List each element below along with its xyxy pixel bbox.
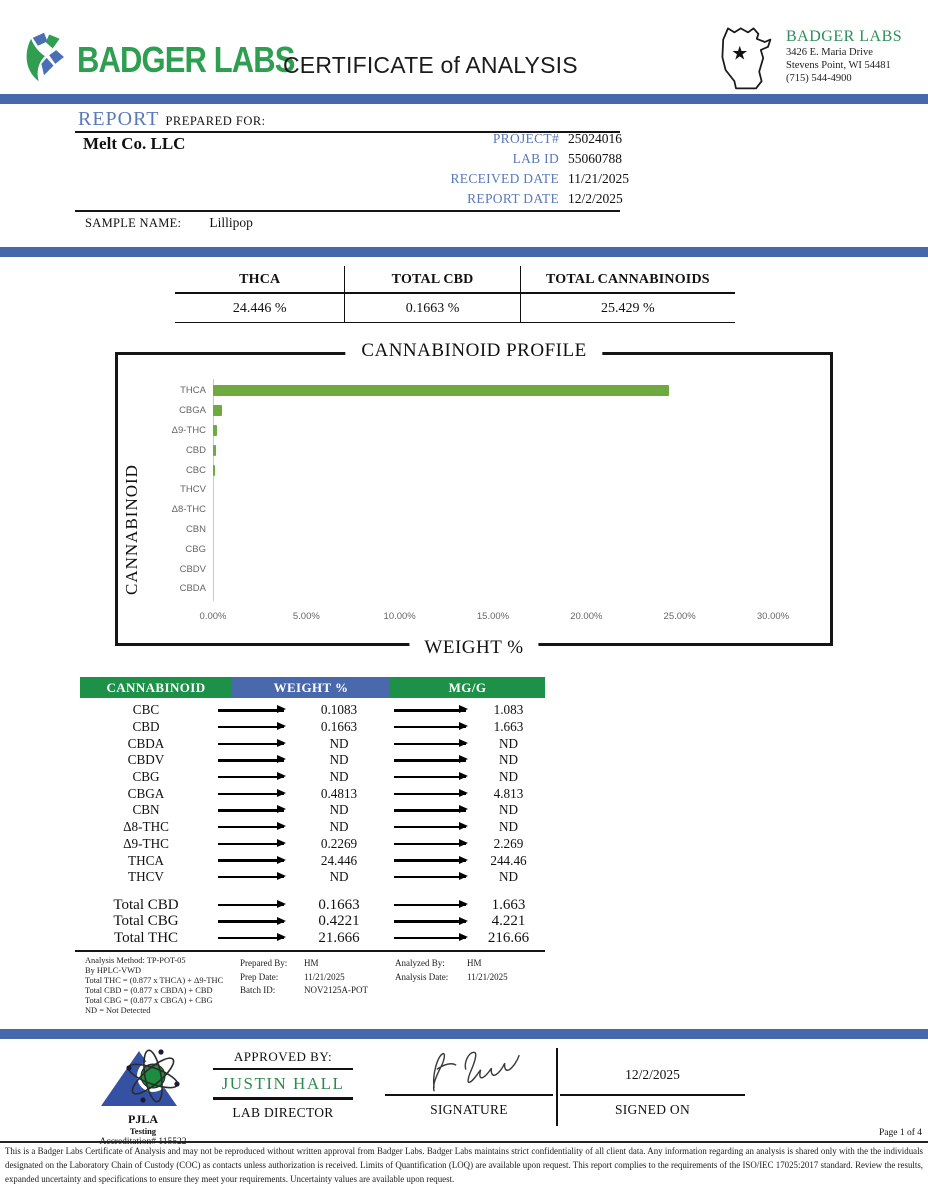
chart-bar-row xyxy=(118,559,830,579)
chart-bar-track xyxy=(213,520,773,540)
row-cannabinoid-name: CBDA xyxy=(127,735,165,751)
chart-bar-track xyxy=(213,401,773,421)
chart-title: CANNABINOID PROFILE xyxy=(345,340,602,362)
signed-on-block xyxy=(560,1044,745,1118)
row-mgg-value: ND xyxy=(498,819,519,835)
row-cannabinoid-name: CBN xyxy=(132,802,160,818)
signed-date: 12/2/2025 xyxy=(625,1067,680,1082)
chart-bar xyxy=(213,445,216,456)
signature-divider xyxy=(556,1048,558,1126)
right-arrow-icon xyxy=(394,843,466,845)
method-note-label: Analysis Date: xyxy=(395,971,449,982)
results-header-cannabinoid: CANNABINOID xyxy=(80,677,232,698)
row-mgg-value: 244.46 xyxy=(490,852,527,868)
right-arrow-icon xyxy=(218,920,284,922)
chart-category-label: CBG xyxy=(185,543,206,555)
chart-x-tick: 10.00% xyxy=(383,611,416,622)
rule-under-results xyxy=(75,950,545,952)
right-arrow-icon xyxy=(394,726,466,728)
right-arrow-icon xyxy=(394,776,466,778)
disclaimer-text: This is a Badger Labs Certificate of Analysis and may not be reproduced without written approval from Badger Labs. Badger Labs maintains strict confidentiality of all client data. Any information regarding an analysis is shared only with the the individuals designated on the Laboratory Chain of Custody (COC) as contacts unless authorization is received. Limits of Quantification (LOQ) are available upon request. This report complies to the requirements of the ISO/IEC 17025:2017 standard. Review the results, expanded uncertainty and specifications to ensure they meet your requirements. Uncertainty values are available upon request. xyxy=(5,1146,923,1184)
rule-above-sample xyxy=(75,210,620,212)
table-row xyxy=(80,930,545,947)
right-arrow-icon xyxy=(218,904,284,906)
row-cannabinoid-name: THCV xyxy=(128,869,164,885)
row-mgg-value: 1.663 xyxy=(491,896,526,913)
method-note-line: By HPLC-VWD xyxy=(85,965,142,975)
row-weight-value: ND xyxy=(329,869,349,885)
chart-category-label: CBDA xyxy=(179,583,206,595)
report-field-label: RECEIVED DATE xyxy=(450,171,559,186)
approved-by-block xyxy=(213,1049,353,1121)
method-note-pair xyxy=(240,957,400,971)
sample-name-value: Lillipop xyxy=(209,215,253,230)
summary-value-thca: 24.446 % xyxy=(232,301,287,316)
arrow-cell xyxy=(388,752,472,769)
row-cannabinoid-name: Δ8-THC xyxy=(123,819,169,835)
method-note-label: Prepared By: xyxy=(240,958,288,968)
row-cannabinoid-name: CBDV xyxy=(127,752,165,768)
right-arrow-icon xyxy=(218,759,284,761)
chart-category-label: THCV xyxy=(180,484,206,496)
method-note-label: Prep Date: xyxy=(240,971,279,982)
approver-title: LAB DIRECTOR xyxy=(232,1104,334,1120)
right-arrow-icon xyxy=(394,743,466,745)
pjla-name: PJLA xyxy=(128,1112,158,1126)
method-note-pair xyxy=(240,971,400,985)
results-rows xyxy=(80,702,545,886)
right-arrow-icon xyxy=(218,709,284,711)
pjla-sub: Testing xyxy=(129,1126,157,1136)
row-cannabinoid-name: Total CBD xyxy=(113,896,179,913)
signature-rule xyxy=(385,1094,553,1096)
lab-address-line2: Stevens Point, WI 54481 xyxy=(786,60,891,71)
row-weight-value: ND xyxy=(329,752,349,768)
method-note-label: Analyzed By: xyxy=(395,958,445,968)
arrow-cell xyxy=(388,913,472,930)
row-mgg-value: ND xyxy=(498,802,519,818)
table-row xyxy=(80,735,545,752)
pjla-logo-icon xyxy=(91,1095,195,1112)
right-arrow-icon xyxy=(218,859,284,861)
table-row xyxy=(80,785,545,802)
table-row xyxy=(80,852,545,869)
summary-header-total-cbd: TOTAL CBD xyxy=(345,266,519,294)
right-arrow-icon xyxy=(218,793,284,795)
arrow-cell xyxy=(388,802,472,819)
chart-x-tick: 15.00% xyxy=(476,611,510,622)
row-weight-value: ND xyxy=(329,802,349,818)
arrow-cell xyxy=(212,913,290,930)
method-note-line: ND = Not Detected xyxy=(85,1005,151,1015)
right-arrow-icon xyxy=(394,859,466,861)
chart-bar-row xyxy=(118,421,830,441)
chart-bar xyxy=(213,465,215,476)
chart-bar-track xyxy=(213,579,773,599)
row-mgg-value: ND xyxy=(498,752,519,768)
chart-x-axis-label: WEIGHT % xyxy=(409,637,538,659)
arrow-cell xyxy=(388,836,472,853)
row-cannabinoid-name: CBG xyxy=(132,769,160,785)
row-weight-value: 21.666 xyxy=(318,929,360,946)
row-mgg-value: 1.083 xyxy=(493,702,524,718)
row-mgg-value: 2.269 xyxy=(493,835,524,851)
right-arrow-icon xyxy=(394,709,466,711)
divider-bar-top xyxy=(0,94,928,104)
report-field-label: LAB ID xyxy=(512,151,559,166)
chart-bar-row xyxy=(118,460,830,480)
row-mgg-value: 1.663 xyxy=(493,719,524,735)
right-arrow-icon xyxy=(394,920,466,922)
chart-category-label: Δ9-THC xyxy=(171,424,206,436)
arrow-cell xyxy=(212,785,290,802)
chart-bar-track xyxy=(213,500,773,520)
summary-header-total-cannabinoids: TOTAL CANNABINOIDS xyxy=(521,266,735,294)
lab-name: BADGER LABS xyxy=(786,28,903,45)
chart-bar-track xyxy=(213,460,773,480)
row-weight-value: 0.1663 xyxy=(318,896,360,913)
right-arrow-icon xyxy=(394,937,466,939)
right-arrow-icon xyxy=(394,793,466,795)
arrow-cell xyxy=(212,735,290,752)
brand-name: BADGER LABS xyxy=(77,38,295,80)
table-row xyxy=(80,719,545,736)
right-arrow-icon xyxy=(218,726,284,728)
chart-bar-track xyxy=(213,421,773,441)
method-note-value: 11/21/2025 xyxy=(304,971,345,982)
row-mgg-value: 216.66 xyxy=(487,929,530,946)
chart-bar-track xyxy=(213,480,773,500)
chart-x-tick: 30.00% xyxy=(756,611,790,622)
badger-leaf-icon xyxy=(18,30,70,89)
method-note-pair xyxy=(240,984,400,998)
row-mgg-value: ND xyxy=(498,735,519,751)
report-field-label: REPORT DATE xyxy=(467,191,559,206)
arrow-cell xyxy=(212,836,290,853)
arrow-cell xyxy=(388,819,472,836)
table-row xyxy=(80,836,545,853)
arrow-cell xyxy=(388,869,472,886)
results-totals xyxy=(80,897,545,947)
row-weight-value: ND xyxy=(329,819,349,835)
chart-x-tick: 0.00% xyxy=(199,611,227,622)
chart-category-label: THCA xyxy=(180,385,206,397)
table-row xyxy=(80,752,545,769)
chart-bar-row xyxy=(118,520,830,540)
table-row xyxy=(80,819,545,836)
row-weight-value: 0.4221 xyxy=(318,913,360,930)
page-title: CERTIFICATE of ANALYSIS xyxy=(283,52,578,78)
report-word: REPORT xyxy=(78,108,160,130)
sample-row xyxy=(85,215,253,231)
summary-value-total-cbd: 0.1663 % xyxy=(405,301,460,316)
lab-address-line1: 3426 E. Maria Drive xyxy=(786,47,873,58)
chart-category-label: CBDV xyxy=(179,563,206,575)
chart-x-tick: 25.00% xyxy=(663,611,696,622)
method-note-value: NOV2125A-POT xyxy=(304,985,368,995)
footer-rule xyxy=(0,1141,928,1143)
row-cannabinoid-name: CBGA xyxy=(127,785,165,801)
chart-bar-row xyxy=(118,401,830,421)
signature-label: SIGNATURE xyxy=(430,1102,508,1117)
row-mgg-value: 4.813 xyxy=(493,785,524,801)
chart-category-label: CBC xyxy=(185,464,206,476)
row-weight-value: 24.446 xyxy=(320,852,358,868)
signed-rule xyxy=(560,1094,745,1096)
arrow-cell xyxy=(388,785,472,802)
arrow-cell xyxy=(212,802,290,819)
right-arrow-icon xyxy=(218,937,284,939)
table-row xyxy=(80,913,545,930)
right-arrow-icon xyxy=(394,904,466,906)
row-weight-value: ND xyxy=(329,735,349,751)
right-arrow-icon xyxy=(218,843,284,845)
report-field xyxy=(420,189,640,209)
right-arrow-icon xyxy=(218,776,284,778)
chart-category-label: Δ8-THC xyxy=(171,504,206,516)
method-note-pair xyxy=(395,971,575,985)
chart-bar-track xyxy=(213,440,773,460)
method-note-label: Batch ID: xyxy=(240,985,276,995)
approved-rule-top xyxy=(213,1068,353,1070)
table-row xyxy=(80,769,545,786)
arrow-cell xyxy=(212,930,290,947)
arrow-cell xyxy=(388,897,472,914)
row-weight-value: 0.1663 xyxy=(320,719,358,735)
chart-bar-track xyxy=(213,559,773,579)
chart-bar-row xyxy=(118,440,830,460)
chart-bar-row xyxy=(118,381,830,401)
right-arrow-icon xyxy=(218,876,284,878)
summary-header-thca: THCA xyxy=(175,266,344,294)
report-section-heading xyxy=(78,108,266,131)
chart-x-tick: 20.00% xyxy=(570,611,603,622)
arrow-cell xyxy=(212,852,290,869)
approved-by-label: APPROVED BY: xyxy=(233,1049,333,1064)
arrow-cell xyxy=(388,769,472,786)
method-note-value: HM xyxy=(304,958,319,968)
row-mgg-value: ND xyxy=(498,869,519,885)
chart-y-axis-label: CANNABINOID xyxy=(122,464,141,595)
chart-bar xyxy=(213,405,222,416)
chart-bar xyxy=(213,425,217,436)
arrow-cell xyxy=(212,819,290,836)
lab-phone: (715) 544-4900 xyxy=(786,73,852,84)
right-arrow-icon xyxy=(394,759,466,761)
results-header-weight: WEIGHT % xyxy=(232,677,390,698)
right-arrow-icon xyxy=(394,809,466,811)
divider-bar-mid xyxy=(0,247,928,257)
table-row xyxy=(80,869,545,886)
arrow-cell xyxy=(212,769,290,786)
arrow-cell xyxy=(212,752,290,769)
row-cannabinoid-name: THCA xyxy=(128,852,164,868)
row-cannabinoid-name: CBC xyxy=(132,702,160,718)
arrow-cell xyxy=(212,719,290,736)
signed-on-label: SIGNED ON xyxy=(614,1102,691,1117)
summary-value-total-cannabinoids: 25.429 % xyxy=(601,301,655,316)
chart-bar-track xyxy=(213,381,773,401)
client-name: Melt Co. LLC xyxy=(83,134,186,153)
pjla-accreditation-block xyxy=(83,1046,203,1147)
chart-ticks xyxy=(118,611,830,625)
approved-rule-bottom xyxy=(213,1097,353,1100)
row-weight-value: 0.1083 xyxy=(320,702,358,718)
row-weight-value: 0.4813 xyxy=(320,785,358,801)
signature-handwriting xyxy=(385,1044,553,1094)
row-cannabinoid-name: Total CBG xyxy=(113,913,179,930)
right-arrow-icon xyxy=(394,876,466,878)
page-number: Page 1 of 4 xyxy=(878,1128,922,1138)
table-row xyxy=(80,702,545,719)
right-arrow-icon xyxy=(218,826,284,828)
right-arrow-icon xyxy=(218,743,284,745)
arrow-cell xyxy=(388,930,472,947)
method-note-line: Total CBG = (0.877 x CBGA) + CBG xyxy=(85,995,213,1005)
report-field xyxy=(420,129,640,149)
chart-category-label: CBD xyxy=(185,444,206,456)
method-note-line: Total CBD = (0.877 x CBDA) + CBD xyxy=(85,985,213,995)
report-field-value: 12/2/2025 xyxy=(568,191,623,206)
arrow-cell xyxy=(212,702,290,719)
row-weight-value: ND xyxy=(329,769,349,785)
row-weight-value: 0.2269 xyxy=(320,835,358,851)
divider-bar-bottom xyxy=(0,1029,928,1039)
method-note-pair xyxy=(395,957,575,971)
chart-bar xyxy=(213,385,669,396)
results-header-mgg: MG/G xyxy=(390,677,545,698)
method-notes-middle xyxy=(240,957,400,998)
sample-name-label: SAMPLE NAME: xyxy=(85,216,182,230)
arrow-cell xyxy=(388,719,472,736)
arrow-cell xyxy=(388,852,472,869)
summary-table xyxy=(175,266,735,323)
arrow-cell xyxy=(388,702,472,719)
report-field-value: 55060788 xyxy=(568,151,622,166)
table-row xyxy=(80,897,545,914)
report-field-value: 25024016 xyxy=(568,131,622,146)
results-table-header xyxy=(80,677,545,698)
chart-x-tick: 5.00% xyxy=(292,611,320,622)
approver-name: JUSTIN HALL xyxy=(221,1074,345,1093)
arrow-cell xyxy=(212,897,290,914)
svg-text:★: ★ xyxy=(731,43,749,65)
report-field-value: 11/21/2025 xyxy=(568,171,630,186)
chart-category-label: CBGA xyxy=(179,405,206,417)
lab-address-card xyxy=(706,22,902,99)
chart-bar-row xyxy=(118,500,830,520)
cannabinoid-profile-chart xyxy=(115,340,833,658)
chart-category-label: CBN xyxy=(185,523,206,535)
chart-bar-row xyxy=(118,480,830,500)
method-note-line: Analysis Method: TP-POT-05 xyxy=(85,956,186,965)
row-cannabinoid-name: Total THC xyxy=(113,929,179,946)
right-arrow-icon xyxy=(394,826,466,828)
arrow-cell xyxy=(212,869,290,886)
method-note-value: HM xyxy=(467,958,482,968)
report-field-label: PROJECT# xyxy=(492,131,559,146)
wisconsin-map-icon xyxy=(706,22,782,99)
right-arrow-icon xyxy=(218,809,284,811)
report-field xyxy=(420,149,640,169)
prepared-for-label: PREPARED FOR: xyxy=(165,114,266,128)
method-note-value: 11/21/2025 xyxy=(467,971,508,982)
method-note-line: Total THC = (0.877 x THCA) + Δ9-THC xyxy=(85,975,224,985)
report-field xyxy=(420,169,640,189)
arrow-cell xyxy=(388,735,472,752)
chart-bar-track xyxy=(213,539,773,559)
method-notes-right xyxy=(395,957,575,984)
chart-rows xyxy=(118,381,830,599)
chart-bar-row xyxy=(118,539,830,559)
signature-block xyxy=(385,1044,553,1118)
method-notes-left xyxy=(85,956,255,1015)
table-row xyxy=(80,802,545,819)
row-cannabinoid-name: CBD xyxy=(132,719,160,735)
row-cannabinoid-name: Δ9-THC xyxy=(123,835,169,851)
results-table xyxy=(80,677,545,946)
report-fields xyxy=(420,129,640,209)
row-mgg-value: ND xyxy=(498,769,519,785)
chart-bar-row xyxy=(118,579,830,599)
row-mgg-value: 4.221 xyxy=(491,913,526,930)
